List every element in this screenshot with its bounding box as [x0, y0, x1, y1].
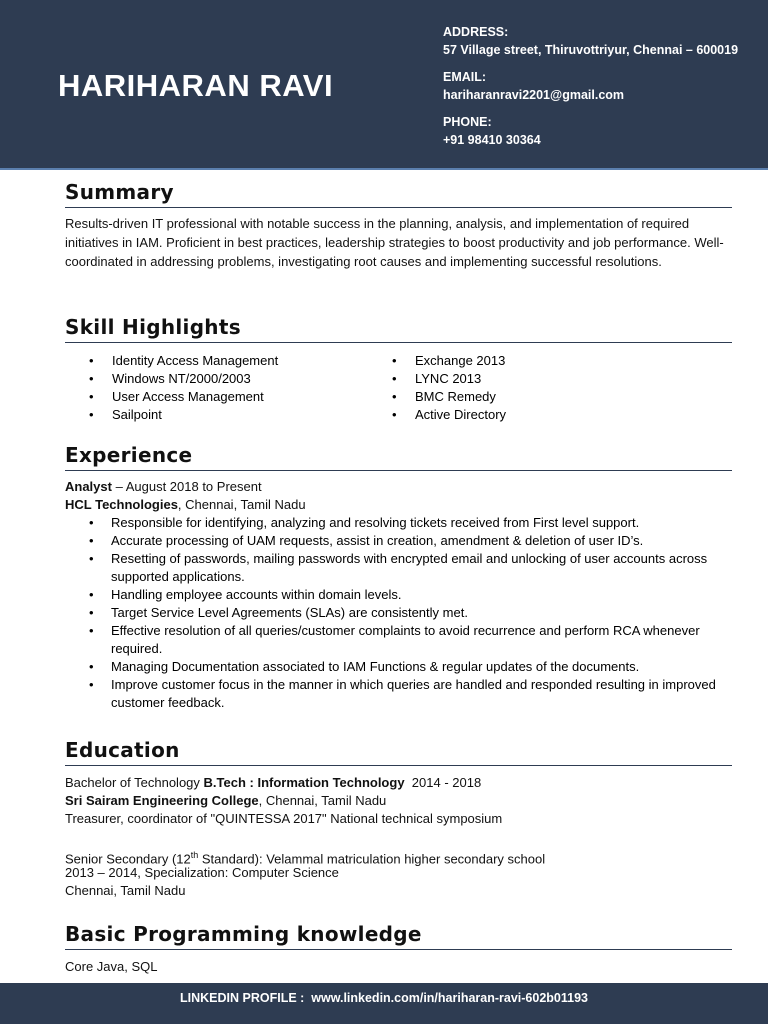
skills-right-column [368, 352, 668, 424]
secondary-sup: th [190, 850, 199, 860]
resume-header [0, 0, 768, 170]
summary-heading: Summary [65, 180, 732, 208]
experience-heading: Experience [65, 443, 732, 471]
company-name: HCL Technologies [65, 497, 178, 512]
degree-years: 2014 - 2018 [404, 775, 482, 790]
email-value: hariharanravi2201@gmail.com [443, 88, 625, 102]
college-location: , Chennai, Tamil Nadu [258, 793, 387, 808]
email-block [443, 68, 624, 104]
experience-bullet: • Managing Documentation associated to IAM Functions & regular updates of the documents. [65, 658, 733, 676]
address-block [443, 23, 738, 59]
experience-role-line [65, 478, 733, 496]
experience-bullet: • Handling employee accounts within domain levels. [65, 586, 733, 604]
linkedin-footer [0, 983, 768, 1024]
phone-block [443, 113, 541, 149]
summary-text: Results-driven IT professional with notable success in the planning, analysis, and implementation of required initiatives in IAM. Proficient in best practices, leadership strategies to boost productivity and job performance. Well-coordinated in addressing problems, investigating root causes and implementing successful resolutions. [65, 216, 724, 269]
programming-heading: Basic Programming knowledge [65, 922, 732, 950]
address-value: 57 Village street, Thiruvottriyur, Chennai – 600019 [443, 43, 739, 57]
experience-company-line [65, 496, 733, 514]
secondary-suffix: Standard): Velammal matriculation higher secondary school [198, 851, 546, 867]
secondary-location-line: Chennai, Tamil Nadu [65, 883, 186, 898]
skill-item: • User Access Management [65, 388, 365, 406]
experience-bullet: • Accurate processing of UAM requests, assist in creation, amendment & deletion of user ID’s. [65, 532, 733, 550]
linkedin-label: LINKEDIN PROFILE : [180, 991, 305, 1005]
education-role-line: Treasurer, coordinator of "QUINTESSA 2017" National technical symposium [65, 811, 503, 826]
skill-item: • LYNC 2013 [368, 370, 668, 388]
skill-item: • Sailpoint [65, 406, 365, 424]
skills-left-column [65, 352, 365, 424]
college-name: Sri Sairam Engineering College [65, 793, 259, 808]
skill-item: • BMC Remedy [368, 388, 668, 406]
experience-bullet: • Effective resolution of all queries/customer complaints to avoid recurrence and perform RCA whenever required. [65, 622, 733, 658]
skill-item: • Active Directory [368, 406, 668, 424]
secondary-prefix: Senior Secondary (12 [65, 851, 191, 867]
skill-item: • Exchange 2013 [368, 352, 668, 370]
experience-bullets [65, 514, 733, 712]
address-label: ADDRESS: [443, 25, 509, 39]
education-degree-line [65, 774, 733, 792]
programming-text: Core Java, SQL [65, 959, 158, 974]
education-heading: Education [65, 738, 732, 766]
phone-value: +91 98410 30364 [443, 133, 541, 147]
phone-label: PHONE: [443, 115, 492, 129]
experience-bullet: • Target Service Level Agreements (SLAs) are consistently met. [65, 604, 733, 622]
email-label: EMAIL: [443, 70, 487, 84]
degree-prefix: Bachelor of Technology [65, 775, 204, 790]
secondary-years-line: 2013 – 2014, Specialization: Computer Science [65, 865, 339, 880]
experience-bullet: • Resetting of passwords, mailing passwords with encrypted email and unlocking of user accounts across supported applications. [65, 550, 733, 586]
linkedin-url[interactable]: www.linkedin.com/in/hariharan-ravi-602b01193 [311, 991, 588, 1005]
job-dates: – August 2018 to Present [111, 479, 262, 494]
skill-item: • Windows NT/2000/2003 [65, 370, 365, 388]
company-location: , Chennai, Tamil Nadu [177, 497, 306, 512]
experience-bullet: • Responsible for identifying, analyzing and resolving tickets received from First level support. [65, 514, 733, 532]
education-college-line [65, 792, 733, 810]
skills-heading: Skill Highlights [65, 315, 732, 343]
experience-bullet: • Improve customer focus in the manner in which queries are handled and responded resulting in improved customer feedback. [65, 676, 733, 712]
candidate-name: HARIHARAN RAVI [58, 68, 334, 103]
skill-item: • Identity Access Management [65, 352, 365, 370]
degree-name: B.Tech : Information Technology [203, 775, 405, 790]
job-title: Analyst [65, 479, 112, 494]
